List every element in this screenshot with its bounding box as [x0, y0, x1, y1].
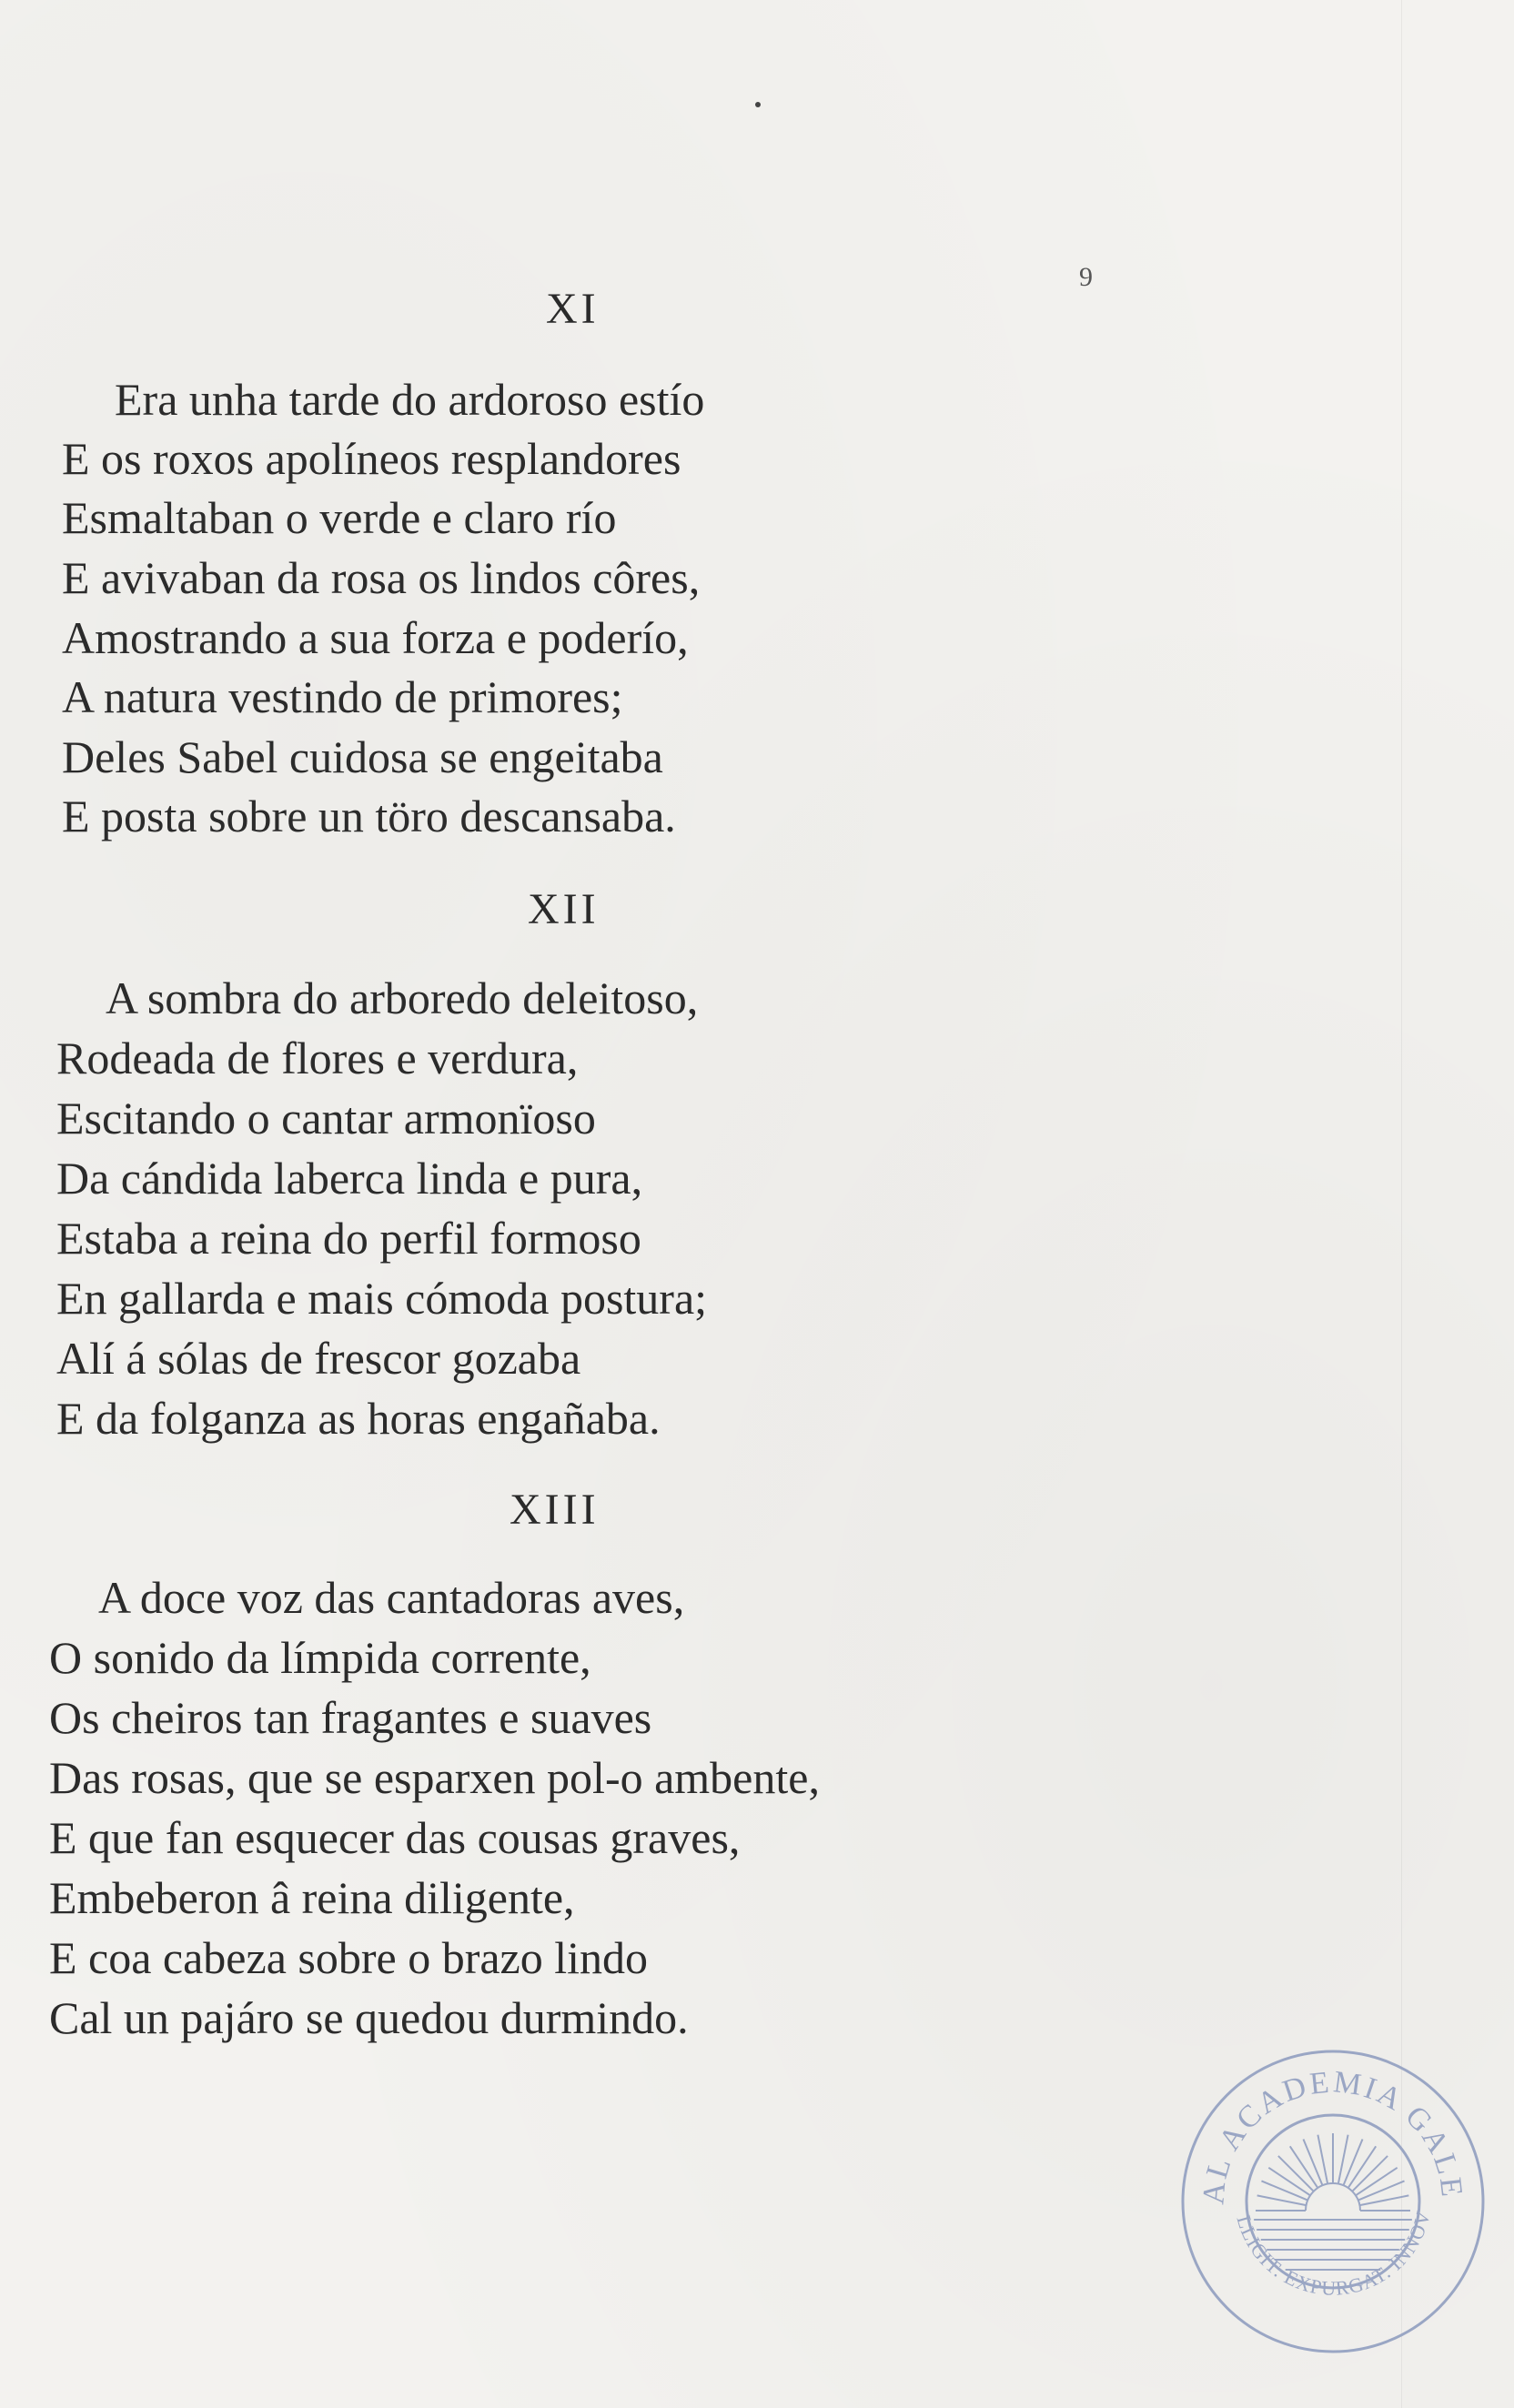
stamp-bottom-text: LLIGIT. EXPURGAT. INNOV — [1232, 2210, 1435, 2300]
verse-line: A doce voz das cantadoras aves, — [98, 1572, 685, 1623]
verse-line: A sombra do arboredo deleitoso, — [106, 972, 699, 1023]
library-stamp — [1174, 2042, 1492, 2361]
verse-line: E posta sobre un töro descansaba. — [62, 791, 676, 841]
verse-line: E coa cabeza sobre o brazo lindo — [49, 1932, 649, 1983]
stamp-sun — [1306, 2183, 1360, 2211]
verse-line: Amostrando a sua forza e poderío, — [62, 612, 689, 663]
verse-line: Das rosas, que se esparxen pol-o ambente, — [49, 1752, 820, 1803]
verse-line: E da folganza as horas engañaba. — [56, 1393, 661, 1444]
verse-line: En gallarda e mais cómoda postura; — [56, 1273, 708, 1324]
stamp-top-text: AL ACADEMIA GALE — [1196, 2065, 1469, 2206]
stamp-seal-icon — [1174, 2042, 1492, 2361]
verse-line: Deles Sabel cuidosa se engeitaba — [62, 731, 663, 782]
verse-line: E que fan esquecer das cousas graves, — [49, 1812, 741, 1863]
page-number: 9 — [1079, 262, 1093, 292]
verse-line: Cal un pajáro se quedou durmindo. — [49, 1992, 689, 2043]
verse-line: A natura vestindo de primores; — [62, 671, 623, 722]
verse-line: Esmaltaban o verde e claro río — [62, 492, 617, 543]
verse-line: Da cándida laberca linda e pura, — [56, 1153, 643, 1204]
verse-line: Alí á sólas de frescor gozaba — [56, 1333, 581, 1384]
stanza-number-xiii: XIII — [510, 1486, 600, 1534]
verse-line: Escitando o cantar armonïoso — [56, 1093, 596, 1144]
stanza-number-xi: XI — [546, 285, 600, 333]
verse-line: O sonido da límpida corrente, — [49, 1632, 591, 1683]
verse-line: Era unha tarde do ardoroso estío — [115, 374, 705, 425]
verse-line: E os roxos apolíneos resplandores — [62, 433, 681, 484]
verse-line: Embeberon â reina diligente, — [49, 1872, 575, 1923]
verse-line: Rodeada de flores e verdura, — [56, 1033, 579, 1083]
speck-mark — [755, 102, 761, 107]
verse-line: Estaba a reina do perfil formoso — [56, 1213, 641, 1264]
verse-line: Os cheiros tan fragantes e suaves — [49, 1692, 652, 1743]
verse-line: E avivaban da rosa os lindos côres, — [62, 552, 701, 603]
stanza-number-xii: XII — [528, 885, 600, 933]
